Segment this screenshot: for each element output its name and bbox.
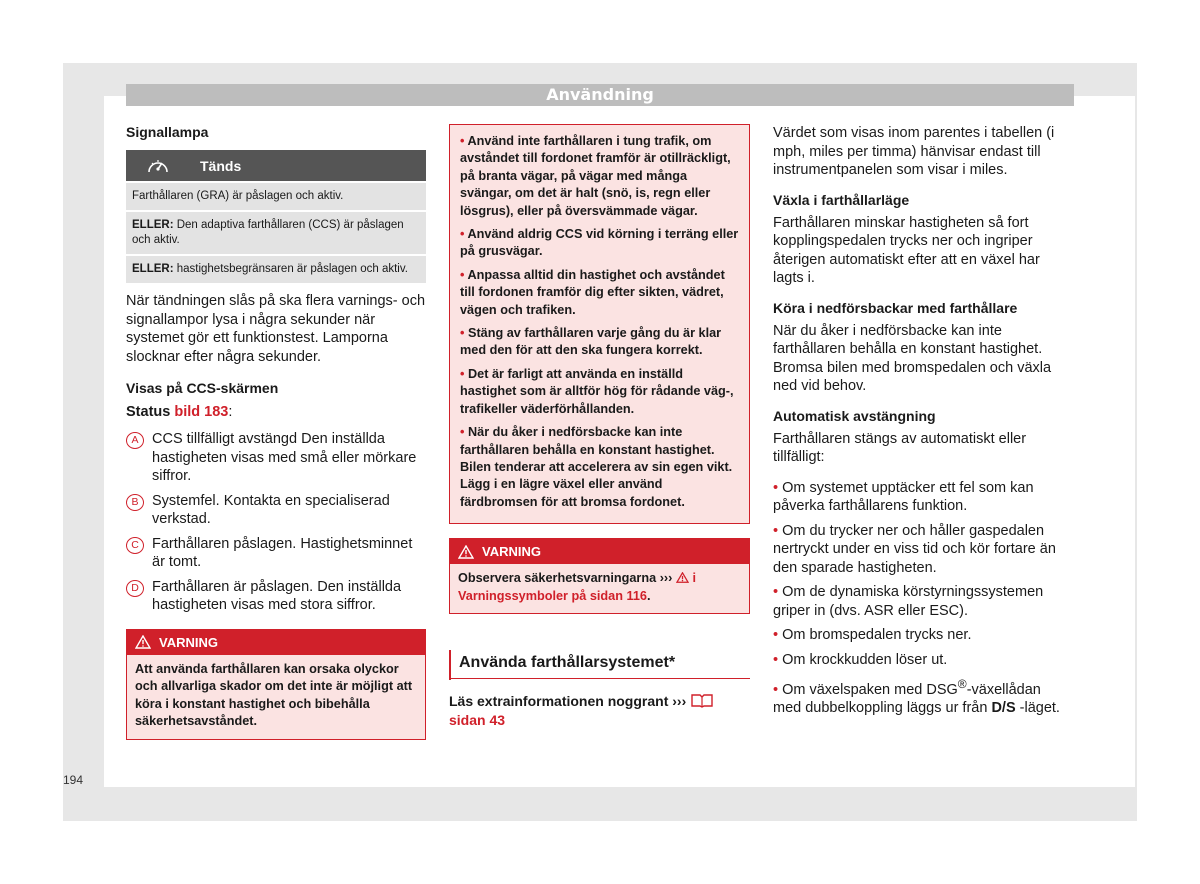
list-item xyxy=(460,267,739,319)
warning-triangle-icon xyxy=(676,572,689,583)
list-item xyxy=(126,578,426,615)
warning-text xyxy=(450,564,749,613)
section-header: Användning xyxy=(126,84,1074,106)
status-link[interactable]: bild 183 xyxy=(174,404,229,420)
list-item xyxy=(460,325,739,360)
read-more xyxy=(449,692,750,729)
bullet-dot: • xyxy=(460,134,465,148)
bullet-dot: • xyxy=(773,651,779,668)
status-line xyxy=(126,404,426,420)
book-icon xyxy=(690,693,714,708)
bullet-dot: • xyxy=(460,227,465,242)
registered-mark: ® xyxy=(957,677,967,691)
list-item xyxy=(126,535,426,572)
bullet-dot: • xyxy=(773,681,779,698)
list-item-text: -läget. xyxy=(1015,700,1060,717)
page-number: 194 xyxy=(63,773,84,787)
lamp-table-header xyxy=(126,150,426,181)
list-item-text: Anpassa alltid din hastighet och avståndet till fordonen framför dig efter sikten, vädret, vägen och trafiken. xyxy=(460,267,725,317)
list-item-text: -växellådan med dubbelkoppling läggs ur från xyxy=(773,681,1041,717)
bullet-dot: • xyxy=(460,366,465,381)
bullet-dot: • xyxy=(773,627,779,643)
column-middle xyxy=(449,124,750,729)
warning-box-2 xyxy=(449,538,750,614)
list-item xyxy=(773,479,1073,516)
arrows-glyph: ››› xyxy=(659,571,673,586)
list-item-text: Om bromspedalen trycks ner. xyxy=(782,627,972,643)
bullet-dot: • xyxy=(460,267,465,282)
bullet-dot: • xyxy=(773,584,779,600)
heading-signallampa: Signallampa xyxy=(126,124,209,140)
heading-automatisk: Automatisk avstängning xyxy=(773,407,936,424)
list-item xyxy=(773,583,1073,620)
read-more-link[interactable]: sidan 43 xyxy=(449,711,506,728)
letter-badge: A xyxy=(126,432,144,449)
paragraph-mph-note: Värdet som visas inom parentes i tabellen (i mph, miles per timma) hänvisar endast till instrumentpanelen som visar i miles. xyxy=(773,125,1055,178)
list-item-text: Använd inte farthållaren i tung trafik, om avståndet till fordonet framför är otillräckligt, på branta vägar, på vägar med många svängar, om det är halt (snö, is, regn eller lösgrus), eller på översvämmade vägar. xyxy=(460,134,731,218)
letter-badge: C xyxy=(126,537,144,554)
gear-position: D/S xyxy=(991,700,1016,717)
warning-header xyxy=(450,539,749,564)
lamp-table-row xyxy=(126,212,426,254)
lamp-table xyxy=(126,150,426,283)
lamp-row-prefix: ELLER: xyxy=(132,263,174,275)
paragraph-vaxla: Farthållaren minskar hastigheten så fort kopplingspedalen trycks ner och ingriper återigen automatiskt efter att en växel har lagts i. xyxy=(773,214,1040,286)
warning-bullets-box xyxy=(449,124,750,524)
warning-text-after: . xyxy=(647,588,651,603)
list-item xyxy=(126,430,426,486)
lamp-row-text: Farthållaren (GRA) är påslagen och aktiv. xyxy=(132,190,344,202)
warning-header xyxy=(127,630,425,655)
warning-triangle-icon xyxy=(458,545,474,559)
list-item-text: Det är farligt att använda en inställd hastighet som är alltför hög för rådande väg-, trafikeller väderförhållanden. xyxy=(460,366,734,416)
warning-link[interactable]: i Varningssymboler på sidan 116 xyxy=(458,571,696,603)
lamp-row-text: Den adaptiva farthållaren (CCS) är påslagen och aktiv. xyxy=(132,219,404,246)
list-item xyxy=(460,226,739,261)
letter-badge: D xyxy=(126,580,144,597)
bullet-dot: • xyxy=(773,522,779,539)
bullet-dot: • xyxy=(460,326,465,341)
column-right xyxy=(773,124,1073,724)
warning-box xyxy=(126,629,426,740)
bullet-dot: • xyxy=(773,479,779,496)
list-item-text: Stäng av farthållaren varje gång du är klar med den för att den ska fungera korrekt. xyxy=(460,326,722,358)
warning-text-before: Observera säkerhetsvarningarna xyxy=(458,571,660,586)
column-left xyxy=(126,124,426,740)
list-item xyxy=(460,133,739,220)
auto-off-list xyxy=(773,479,1073,718)
lamp-row-text: hastighetsbegränsaren är påslagen och aktiv. xyxy=(173,263,408,275)
list-item-text: Om växelspaken med DSG xyxy=(782,681,958,698)
lamp-table-header-label: Tänds xyxy=(200,157,242,174)
lamp-table-row xyxy=(126,256,426,283)
section-title: Använda farthållarsystemet* xyxy=(449,654,750,679)
paragraph-automatisk: Farthållaren stängs av automatiskt eller tillfälligt: xyxy=(773,430,1027,465)
list-item-text: Om systemet upptäcker ett fel som kan påverka farthållarens funktion. xyxy=(773,479,1034,514)
list-item-text: Systemfel. Kontakta en specialiserad verkstad. xyxy=(152,492,390,527)
list-item xyxy=(773,651,1073,670)
list-item xyxy=(773,675,1073,718)
warning-title: VARNING xyxy=(482,544,541,560)
list-item-text: Om krockkudden löser ut. xyxy=(782,651,948,668)
heading-nedforsbacke: Köra i nedförsbackar med farthållare xyxy=(773,299,1018,316)
lamp-row-prefix: ELLER: xyxy=(132,219,174,231)
speedometer-icon xyxy=(146,156,178,176)
warning-triangle-icon xyxy=(135,635,151,649)
list-item xyxy=(126,492,426,529)
list-item-text: Använd aldrig CCS vid körning i terräng eller på grusvägar. xyxy=(460,227,739,259)
arrows-glyph: ››› xyxy=(672,693,687,710)
list-item-text: Farthållaren är påslagen. Den inställda hastigheten visas med stora siffror. xyxy=(152,578,402,613)
list-item-text: När du åker i nedförsbacke kan inte farthållaren behålla en konstant hastighet. Bilen tenderar att accelerera av sin egen vikt. Lägg i en lägre växel eller använd färdbromsen för att bromsa fordonet. xyxy=(460,425,733,509)
list-item-text: Farthållaren påslagen. Hastighetsminnet är tomt. xyxy=(152,535,413,570)
status-label: Status xyxy=(126,404,171,420)
status-list xyxy=(126,430,426,615)
list-item xyxy=(773,626,1073,645)
heading-vaxla: Växla i farthållarläge xyxy=(773,191,910,208)
warning-text: Att använda farthållaren kan orsaka olyckor och allvarliga skador om det inte är möjligt att köra i konstant hastighet och bibehålla säkerhetsavståndet. xyxy=(135,661,413,728)
letter-badge: B xyxy=(126,494,144,511)
status-colon: : xyxy=(228,404,233,420)
heading-ccs-screen: Visas på CCS-skärmen xyxy=(126,380,279,396)
paragraph-functiontest: När tändningen slås på ska flera varnings- och signallampor lysa i några sekunder när systemet gör ett funktionstest. Lamporna slocknar efter några sekunder. xyxy=(126,293,426,365)
list-item-text: CCS tillfälligt avstängd Den inställda hastigheten visas med små eller mörkare siffror. xyxy=(152,431,417,484)
list-item xyxy=(773,522,1073,578)
bullet-dot: • xyxy=(460,425,465,440)
read-more-text: Läs extrainformationen noggrant xyxy=(449,693,673,710)
paragraph-nedforsbacke: När du åker i nedförsbacke kan inte farthållaren behålla en konstant hastighet. Bromsa bilen med bromspedalen och växla ned vid behov. xyxy=(773,322,1052,394)
list-item-text: Om de dynamiska körstyrningssystemen griper in (dvs. ASR eller ESC). xyxy=(773,584,1044,619)
lamp-table-row xyxy=(126,183,426,210)
list-item xyxy=(460,366,739,418)
list-item xyxy=(460,424,739,511)
warning-title: VARNING xyxy=(159,634,218,650)
list-item-text: Om du trycker ner och håller gaspedalen nertryckt under en viss tid och kör fortare än den sparade hastigheten. xyxy=(773,522,1056,576)
